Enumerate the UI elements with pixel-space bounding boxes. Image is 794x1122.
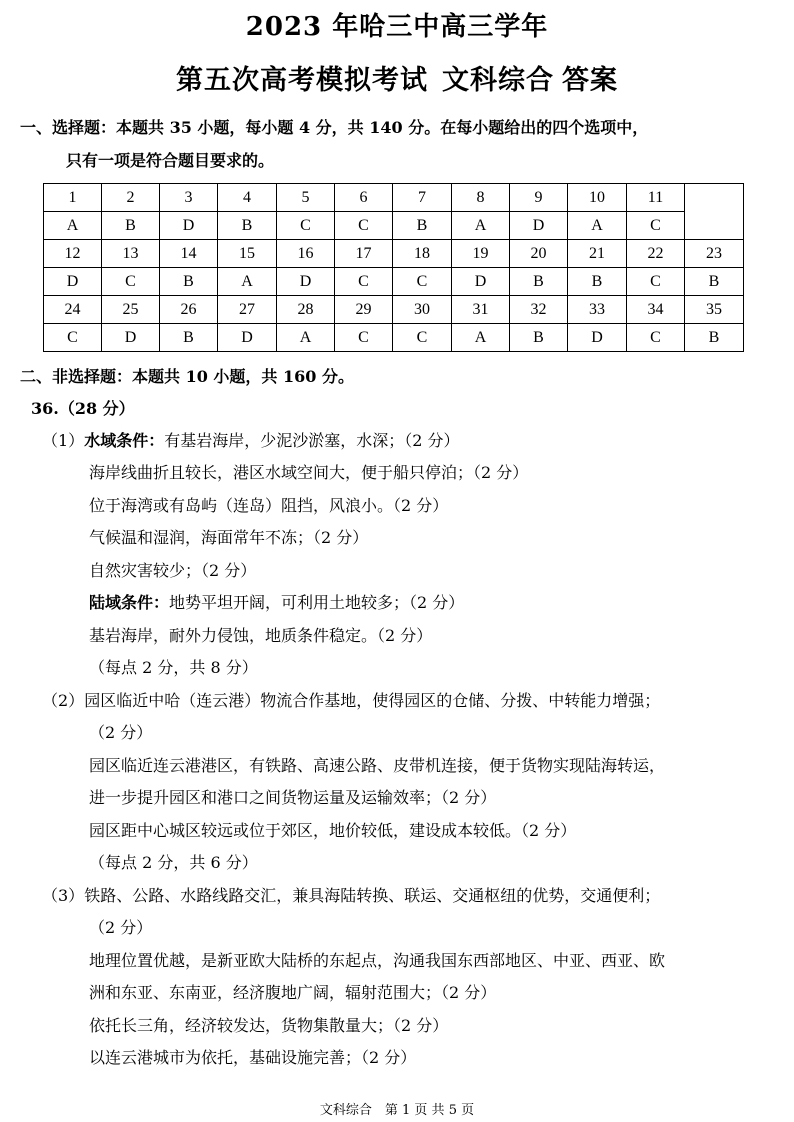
q-answer: B	[510, 324, 568, 352]
title-exam-name: 第五次高考模拟考试	[176, 65, 428, 96]
p1-text-6: 地势平坦开阔，可利用土地较多；（2 分）	[169, 593, 465, 612]
q-num: 20	[510, 240, 568, 268]
q-answer: C	[335, 268, 393, 296]
q-answer: D	[510, 212, 568, 240]
p1-note: （每点 2 分，共 8 分）	[89, 658, 258, 677]
q-answer: C	[393, 324, 452, 352]
q-num: 9	[510, 184, 568, 212]
p2-line-1	[42, 690, 660, 712]
q-answer: B	[393, 212, 452, 240]
q-num: 10	[568, 184, 627, 212]
q-answer: A	[568, 212, 627, 240]
p3-line-3: 地理位置优越，是新亚欧大陆桥的东起点，沟通我国东西部地区、中亚、西亚、欧	[89, 951, 666, 970]
p1-line-6	[89, 592, 464, 614]
p3-text-1: 铁路、公路、水路线路交汇，兼具海陆转换、联运、交通枢纽的优势，交通便利；	[84, 886, 661, 905]
section1-heading-line1: 一、选择题：本题共 35 小题，每小题 4 分，共 140 分。在每小题给出的四个选项中，	[20, 118, 649, 137]
q-num: 13	[102, 240, 160, 268]
answer-row-3-numbers	[44, 296, 744, 324]
title-line-1: 2023 年哈三中高三学年	[245, 12, 549, 42]
q-answer: A	[277, 324, 335, 352]
q-num: 2	[102, 184, 160, 212]
section2-heading: 二、非选择题：本题共 10 小题，共 160 分。	[20, 367, 354, 386]
section1-heading-line2: 只有一项是符合题目要求的。	[66, 151, 275, 170]
p3-number: （3）	[42, 886, 85, 905]
p3-line-4: 洲和东亚、东南亚，经济腹地广阔，辐射范围大；（2 分）	[89, 983, 497, 1002]
q-num: 30	[393, 296, 452, 324]
q-num: 17	[335, 240, 393, 268]
q-num: 21	[568, 240, 627, 268]
title-answer: 答案	[562, 65, 618, 96]
q-num: 22	[627, 240, 685, 268]
q36-title: 36.（28 分）	[31, 399, 135, 418]
q-answer: B	[568, 268, 627, 296]
q-answer: B	[102, 212, 160, 240]
q-answer: D	[160, 212, 218, 240]
p1-number: （1）	[42, 431, 85, 450]
p2-line-5: 园区距中心城区较远或位于郊区，地价较低，建设成本较低。（2 分）	[89, 821, 577, 840]
p1-line-7: 基岩海岸，耐外力侵蚀，地质条件稳定。（2 分）	[89, 626, 433, 645]
q-num: 3	[160, 184, 218, 212]
q-answer: C	[393, 268, 452, 296]
q-answer: D	[102, 324, 160, 352]
q-answer: B	[685, 324, 744, 352]
q-num: 27	[218, 296, 277, 324]
q-answer: D	[44, 268, 102, 296]
water-label: 水域条件：	[84, 431, 165, 450]
p1-line-4: 气候温和湿润，海面常年不冻；（2 分）	[89, 528, 369, 547]
q-answer: C	[627, 268, 685, 296]
q-answer: D	[277, 268, 335, 296]
q-num: 6	[335, 184, 393, 212]
p3-line-6: 以连云港城市为依托，基础设施完善；（2 分）	[89, 1048, 417, 1067]
q-num: 1	[44, 184, 102, 212]
q-answer: A	[218, 268, 277, 296]
q-num: 35	[685, 296, 744, 324]
answer-row-2-numbers	[44, 240, 744, 268]
q-num: 16	[277, 240, 335, 268]
answer-row-1-numbers	[44, 184, 744, 212]
q-answer: C	[335, 212, 393, 240]
p2-number: （2）	[42, 691, 85, 710]
answer-row-2-answers	[44, 268, 744, 296]
answer-row-1-answers	[44, 212, 744, 240]
empty-cell	[685, 184, 744, 240]
q-num: 5	[277, 184, 335, 212]
q-answer: D	[218, 324, 277, 352]
q-num: 31	[452, 296, 510, 324]
p2-line-4: 进一步提升园区和港口之间货物运量及运输效率；（2 分）	[89, 788, 497, 807]
title-line-2	[0, 58, 794, 97]
q-answer: C	[627, 324, 685, 352]
p2-text-1: 园区临近中哈（连云港）物流合作基地，使得园区的仓储、分拨、中转能力增强；	[84, 691, 661, 710]
p2-line-3: 园区临近连云港港区，有铁路、高速公路、皮带机连接，便于货物实现陆海转运，	[89, 756, 666, 775]
title-subject: 文科综合	[442, 65, 554, 96]
q-answer: B	[510, 268, 568, 296]
q-answer: B	[160, 324, 218, 352]
q-answer: B	[685, 268, 744, 296]
q-num: 8	[452, 184, 510, 212]
q-num: 29	[335, 296, 393, 324]
p3-line-5: 依托长三角，经济较发达，货物集散量大；（2 分）	[89, 1016, 449, 1035]
q-num: 12	[44, 240, 102, 268]
q-answer: A	[452, 212, 510, 240]
page-footer: 文科综合 第 1 页 共 5 页	[319, 1103, 475, 1118]
q-num: 25	[102, 296, 160, 324]
q-num: 4	[218, 184, 277, 212]
q-answer: C	[335, 324, 393, 352]
q-num: 34	[627, 296, 685, 324]
land-label: 陆域条件：	[89, 593, 170, 612]
q-answer: C	[102, 268, 160, 296]
q-answer: D	[452, 268, 510, 296]
q-answer: B	[160, 268, 218, 296]
p1-line-3: 位于海湾或有岛屿（连岛）阻挡，风浪小。（2 分）	[89, 496, 449, 515]
q-answer: D	[568, 324, 627, 352]
q-num: 23	[685, 240, 744, 268]
q-answer: C	[44, 324, 102, 352]
p3-line-2: （2 分）	[89, 918, 153, 937]
q-answer: A	[452, 324, 510, 352]
q-num: 26	[160, 296, 218, 324]
q-answer: C	[627, 212, 685, 240]
p2-note: （每点 2 分，共 6 分）	[89, 853, 258, 872]
q-num: 33	[568, 296, 627, 324]
q-num: 19	[452, 240, 510, 268]
q-num: 18	[393, 240, 452, 268]
answer-row-3-answers	[44, 324, 744, 352]
q-answer: B	[218, 212, 277, 240]
q-num: 24	[44, 296, 102, 324]
p1-line-5: 自然灾害较少；（2 分）	[89, 561, 257, 580]
p1-line-2: 海岸线曲折且较长，港区水域空间大，便于船只停泊；（2 分）	[89, 463, 529, 482]
p1-text-1: 有基岩海岸，少泥沙淤塞，水深；（2 分）	[164, 431, 460, 450]
p3-line-1	[42, 885, 660, 907]
p1-line-1	[42, 430, 459, 452]
q-num: 28	[277, 296, 335, 324]
p2-line-2: （2 分）	[89, 723, 153, 742]
q-num: 7	[393, 184, 452, 212]
q-answer: C	[277, 212, 335, 240]
q-num: 15	[218, 240, 277, 268]
answer-table	[43, 183, 744, 352]
q-answer: A	[44, 212, 102, 240]
q-num: 11	[627, 184, 685, 212]
q-num: 32	[510, 296, 568, 324]
q-num: 14	[160, 240, 218, 268]
